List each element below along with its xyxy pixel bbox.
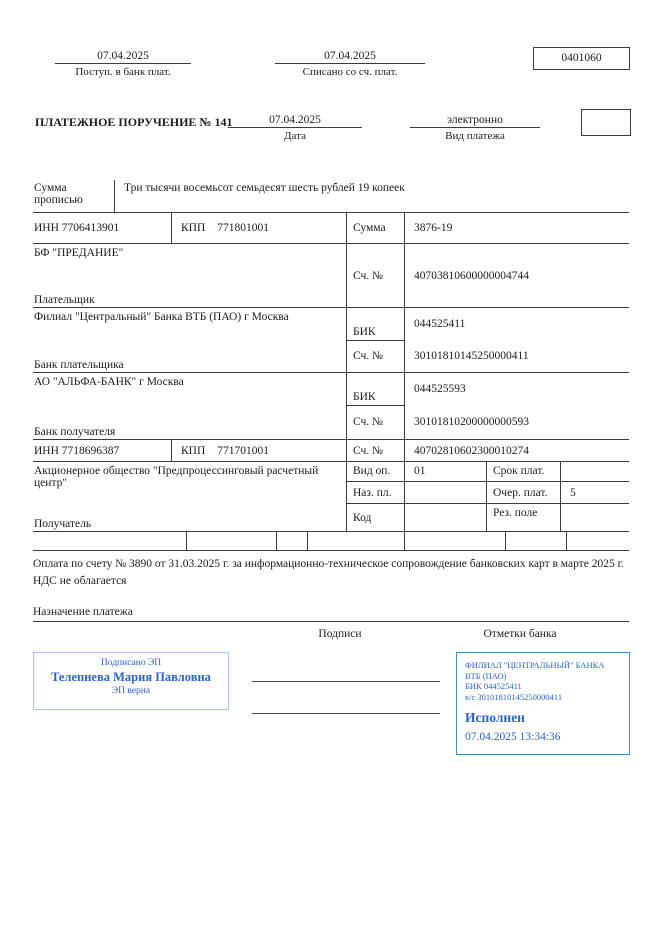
srok-plat-label: Срок плат. xyxy=(487,462,561,481)
signatures-label: Подписи xyxy=(318,628,362,640)
payer-bank-bik-label: БИК xyxy=(347,308,405,341)
amount-words-value: Три тысячи восемьсот семьдесят шесть рублей 19 копеек xyxy=(124,182,405,194)
vid-op-label: Вид оп. xyxy=(347,462,405,481)
payment-kind-label: Вид платежа xyxy=(445,130,505,142)
received-date-value: 07.04.2025 xyxy=(55,50,191,64)
payee-section-label: Получатель xyxy=(34,518,92,530)
e-signature-stamp xyxy=(33,652,229,710)
status-code-box xyxy=(581,109,631,136)
debited-date-field xyxy=(275,50,425,78)
e-signature-line1: Подписано ЭП xyxy=(100,658,162,668)
payer-cell xyxy=(33,244,347,307)
payee-name: Акционерное общество "Предпроцессинговый расчетный центр" xyxy=(34,465,319,489)
received-date-field xyxy=(55,50,191,78)
payment-kind-field xyxy=(410,114,540,142)
payee-bank-cell xyxy=(33,373,347,439)
purpose-label: Назначение платежа xyxy=(33,606,629,622)
payer-inn-row xyxy=(33,213,629,244)
payee-account-value: 40702810602300010274 xyxy=(414,444,529,457)
tax-field-cell xyxy=(506,532,567,550)
e-signature-name: Телепнева Мария Павловна xyxy=(51,670,211,684)
tax-field-cell xyxy=(405,532,506,550)
ocher-plat-value: 5 xyxy=(570,486,576,499)
amount-label: Сумма xyxy=(347,213,405,243)
payer-row xyxy=(33,244,629,308)
amount-words-row xyxy=(33,180,629,213)
document-title: ПЛАТЕЖНОЕ ПОРУЧЕНИЕ № 141 xyxy=(35,115,233,129)
debited-date-label: Списано со сч. плат. xyxy=(302,66,398,78)
tax-field-cell xyxy=(308,532,405,550)
payer-account-value: 40703810600000004744 xyxy=(414,269,529,282)
vid-op-subrow xyxy=(347,462,629,482)
bank-stamp-bank-name: ФИЛИАЛ "ЦЕНТРАЛЬНЫЙ" БАНКА ВТБ (ПАО) xyxy=(465,660,605,681)
naz-pl-label: Наз. пл. xyxy=(347,482,405,504)
vid-op-value: 01 xyxy=(405,462,487,481)
received-date-label: Поступ. в банк плат. xyxy=(75,66,171,78)
bank-stamp-status: Исполнен xyxy=(465,710,525,726)
payer-bank-account-value: 30101810145250000411 xyxy=(414,350,529,363)
signature-lines xyxy=(252,655,440,714)
payer-bank-row xyxy=(33,308,629,373)
payee-bank-section-label: Банк получателя xyxy=(34,426,116,438)
payee-bank-bik-subrow xyxy=(347,373,629,406)
tax-field-cell xyxy=(33,532,187,550)
payer-bank-bik-value: 044525411 xyxy=(414,318,466,331)
payee-row xyxy=(33,462,629,532)
rez-pole-label: Рез. поле xyxy=(487,504,561,531)
bank-stamp-bik: БИК 044525411 xyxy=(465,681,522,692)
payer-bank-name: Филиал "Центральный" Банка ВТБ (ПАО) г Москва xyxy=(34,311,289,323)
signature-line xyxy=(252,655,440,682)
bank-stamp xyxy=(456,652,630,755)
payer-account-label: Сч. № xyxy=(347,244,405,307)
tax-field-cell xyxy=(567,532,629,550)
payee-bank-bik-value: 044525593 xyxy=(414,383,466,396)
rez-pole-value xyxy=(561,504,629,531)
payer-inn-value: 7706413901 xyxy=(61,222,120,234)
bank-marks-label: Отметки банка xyxy=(483,628,557,640)
payee-kpp-label: КПП xyxy=(181,444,206,457)
form-code-box: 0401060 xyxy=(533,47,630,70)
payer-name: БФ "ПРЕДАНИЕ" xyxy=(34,247,124,259)
document-date-label: Дата xyxy=(284,130,306,142)
payee-kpp-cell xyxy=(172,440,347,461)
payer-inn-cell xyxy=(33,213,172,243)
payment-order-table xyxy=(33,180,629,551)
payer-bank-account-subrow xyxy=(347,341,629,373)
purpose-line-2: НДС не облагается xyxy=(33,575,127,588)
payee-bank-bik-label: БИК xyxy=(347,373,405,406)
payee-inn-row xyxy=(33,440,629,462)
payee-inn-value: 7718696387 xyxy=(61,444,120,457)
srok-plat-value xyxy=(561,462,629,481)
payer-bank-bik-subrow xyxy=(347,308,629,341)
payer-bank-codes xyxy=(347,308,629,372)
payee-bank-row xyxy=(33,373,629,440)
payer-kpp-cell xyxy=(172,213,347,243)
document-date-value: 07.04.2025 xyxy=(228,114,362,128)
naz-pl-value xyxy=(405,482,487,504)
e-signature-line3: ЭП верна xyxy=(111,686,151,696)
payer-bank-account-label: Сч. № xyxy=(347,341,405,373)
payee-account-label: Сч. № xyxy=(347,440,405,461)
payer-kpp-label: КПП xyxy=(181,222,206,234)
payment-kind-value: электронно xyxy=(410,114,540,128)
payer-inn-label: ИНН xyxy=(34,222,59,234)
bank-stamp-datetime: 07.04.2025 13:34:36 xyxy=(465,731,561,744)
purpose-line-1: Оплата по счету № 3890 от 31.03.2025 г. за информационно-техническое сопровождение банковских карт в марте 2025 г. xyxy=(33,558,624,570)
amount-words-label: Сумма прописью xyxy=(33,180,115,212)
payer-section-label: Плательщик xyxy=(34,294,95,306)
kod-value xyxy=(405,504,487,531)
payee-bank-account-label: Сч. № xyxy=(347,406,405,440)
debited-date-value: 07.04.2025 xyxy=(275,50,425,64)
payee-inn-cell xyxy=(33,440,172,461)
signature-line xyxy=(252,682,440,714)
tax-field-cell xyxy=(277,532,308,550)
operation-details xyxy=(347,462,629,531)
payee-bank-codes xyxy=(347,373,629,439)
purpose-text xyxy=(33,556,629,591)
payee-bank-account-subrow xyxy=(347,406,629,440)
kod-label: Код xyxy=(347,504,405,531)
naz-pl-subrow xyxy=(347,482,629,505)
payee-inn-label: ИНН xyxy=(34,444,59,457)
payee-kpp-value: 771701001 xyxy=(217,444,270,457)
tax-fields-row xyxy=(33,532,629,551)
payer-bank-section-label: Банк плательщика xyxy=(34,359,124,371)
payer-bank-cell xyxy=(33,308,347,372)
ocher-plat-label: Очер. плат. xyxy=(487,482,561,504)
payee-bank-account-value: 30101810200000000593 xyxy=(414,416,529,429)
amount-value: 3876-19 xyxy=(414,222,453,234)
payee-bank-name: АО "АЛЬФА-БАНК" г Москва xyxy=(34,376,184,388)
document-date-field xyxy=(228,114,362,142)
bank-stamp-corr-account: к/с 30101810145250000411 xyxy=(465,692,563,703)
payee-cell xyxy=(33,462,347,531)
tax-field-cell xyxy=(187,532,277,550)
kod-subrow xyxy=(347,504,629,531)
payer-kpp-value: 771801001 xyxy=(217,222,270,234)
